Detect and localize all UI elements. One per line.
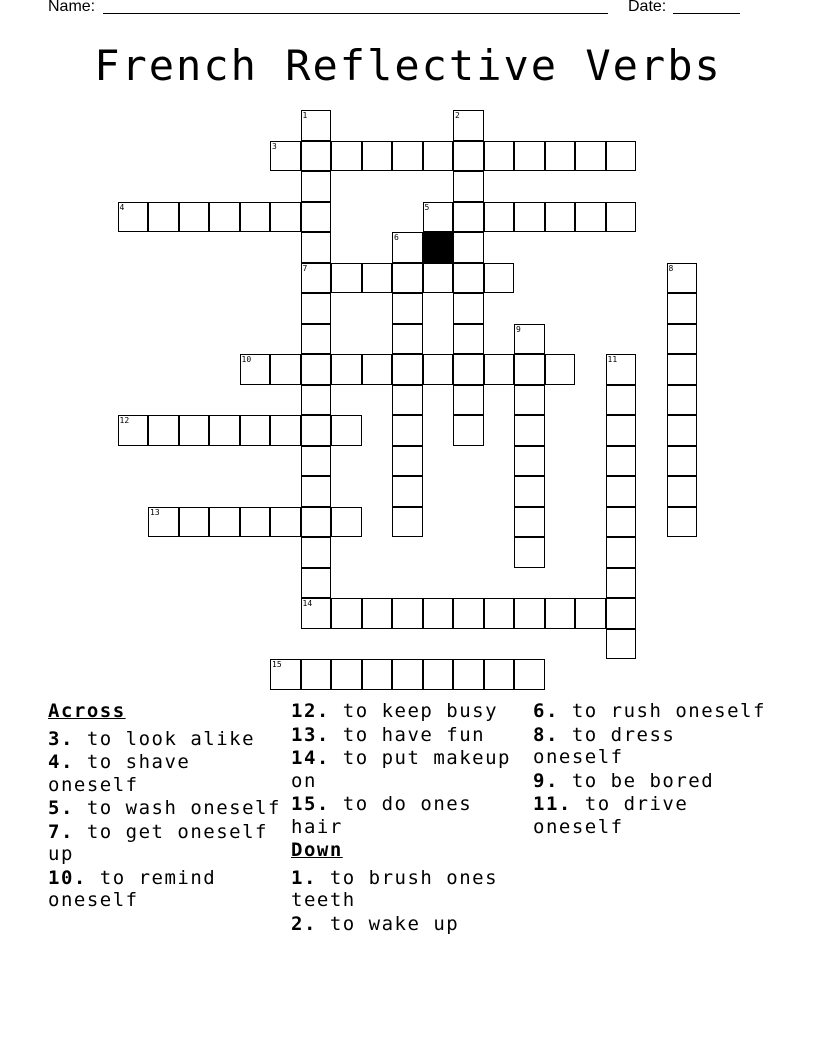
grid-cell[interactable]: [301, 354, 332, 385]
grid-cell[interactable]: [392, 293, 423, 324]
grid-cell[interactable]: [514, 598, 545, 629]
name-field[interactable]: [103, 13, 608, 14]
clue-number-label: 8: [668, 263, 674, 273]
grid-cell[interactable]: [545, 354, 576, 385]
grid-cell[interactable]: [667, 385, 698, 416]
grid-cell[interactable]: [148, 202, 179, 233]
blocked-cell: [423, 232, 454, 263]
grid-cell[interactable]: [331, 598, 362, 629]
grid-cell[interactable]: [331, 507, 362, 538]
grid-cell[interactable]: [606, 598, 637, 629]
grid-cell[interactable]: [484, 598, 515, 629]
grid-cell[interactable]: [392, 141, 423, 172]
grid-cell[interactable]: [362, 354, 393, 385]
grid-cell[interactable]: [392, 507, 423, 538]
grid-cell[interactable]: [484, 354, 515, 385]
grid-cell[interactable]: [270, 141, 301, 172]
grid-cell[interactable]: [484, 659, 515, 690]
grid-cell[interactable]: [331, 659, 362, 690]
grid-cell[interactable]: [331, 415, 362, 446]
grid-cell[interactable]: [392, 385, 423, 416]
grid-cell[interactable]: [301, 476, 332, 507]
clue-across-15: 15. to do ones hair: [291, 793, 473, 838]
grid-cell[interactable]: [301, 202, 332, 233]
clue-number-label: 6: [394, 233, 399, 242]
grid-cell[interactable]: [240, 507, 271, 538]
clues-column-3: [533, 700, 773, 839]
grid-cell[interactable]: [514, 537, 545, 568]
name-label: Name:: [48, 0, 96, 15]
clue-number-label: 1: [302, 111, 308, 120]
grid-cell[interactable]: [209, 202, 240, 233]
grid-cell[interactable]: [423, 598, 454, 629]
grid-cell[interactable]: [606, 354, 637, 385]
grid-cell[interactable]: [545, 202, 576, 233]
clue-across-10: 10. to remind oneself: [48, 866, 217, 911]
grid-cell[interactable]: [453, 293, 484, 324]
grid-cell[interactable]: [179, 507, 210, 538]
grid-cell[interactable]: [667, 354, 698, 385]
grid-cell[interactable]: [453, 659, 484, 690]
grid-cell[interactable]: [606, 476, 637, 507]
grid-cell[interactable]: [423, 141, 454, 172]
grid-cell[interactable]: [240, 415, 271, 446]
grid-cell[interactable]: [392, 659, 423, 690]
grid-cell[interactable]: [301, 568, 332, 599]
grid-cell[interactable]: [301, 385, 332, 416]
grid-cell[interactable]: [514, 354, 545, 385]
grid-cell[interactable]: [514, 415, 545, 446]
grid-cell[interactable]: [453, 415, 484, 446]
grid-cell[interactable]: [301, 415, 332, 446]
date-label: Date:: [628, 0, 667, 15]
grid-cell[interactable]: [331, 141, 362, 172]
grid-cell[interactable]: [575, 202, 606, 233]
grid-cell[interactable]: [606, 385, 637, 416]
clue-across-7: 7. to get oneself up: [48, 820, 268, 865]
grid-cell[interactable]: [514, 476, 545, 507]
grid-cell[interactable]: [301, 141, 332, 172]
clue-across-3: 3. to look alike: [48, 727, 256, 750]
grid-cell[interactable]: [453, 598, 484, 629]
grid-cell[interactable]: [453, 385, 484, 416]
grid-cell[interactable]: [514, 385, 545, 416]
clue-down-1: 1. to brush ones teeth: [291, 866, 499, 911]
grid-cell[interactable]: [606, 141, 637, 172]
grid-cell[interactable]: [392, 263, 423, 294]
grid-cell[interactable]: [606, 629, 637, 660]
grid-cell[interactable]: [240, 354, 271, 385]
grid-cell[interactable]: [667, 507, 698, 538]
grid-cell[interactable]: [301, 110, 332, 141]
clue-down-8: 8. to dress oneself: [533, 723, 676, 768]
down-heading: Down: [291, 839, 343, 861]
clue-number-label: 9: [516, 324, 521, 334]
grid-cell[interactable]: [331, 354, 362, 385]
grid-cell[interactable]: [667, 446, 698, 477]
grid-cell[interactable]: [514, 446, 545, 477]
clue-number-label: 15: [272, 660, 282, 669]
grid-cell[interactable]: [514, 659, 545, 690]
grid-cell[interactable]: [301, 171, 332, 202]
grid-cell[interactable]: [484, 141, 515, 172]
clue-number-label: 5: [424, 202, 430, 212]
clue-down-2: 2. to wake up: [291, 912, 460, 935]
page-title: French Reflective Verbs: [94, 41, 722, 90]
grid-cell[interactable]: [301, 293, 332, 324]
grid-cell[interactable]: [118, 415, 149, 446]
grid-cell[interactable]: [423, 202, 454, 233]
clue-across-12: 12. to keep busy: [291, 700, 499, 722]
grid-cell[interactable]: [118, 202, 149, 233]
grid-cell[interactable]: [240, 202, 271, 233]
clue-number-label: 10: [241, 355, 252, 364]
grid-cell[interactable]: [484, 202, 515, 233]
grid-cell[interactable]: [362, 659, 393, 690]
date-field[interactable]: [673, 13, 740, 14]
grid-cell[interactable]: [301, 232, 332, 263]
grid-cell[interactable]: [667, 476, 698, 507]
grid-cell[interactable]: [392, 232, 423, 263]
grid-cell[interactable]: [301, 324, 332, 355]
grid-cell[interactable]: [423, 263, 454, 294]
grid-cell[interactable]: [392, 324, 423, 355]
across-heading: Across: [48, 700, 126, 722]
clue-across-14: 14. to put makeup on: [291, 747, 511, 792]
clue-number-label: 11: [607, 355, 618, 364]
grid-cell[interactable]: [423, 354, 454, 385]
grid-cell[interactable]: [179, 415, 210, 446]
grid-cell[interactable]: [301, 659, 332, 690]
grid-cell[interactable]: [575, 141, 606, 172]
grid-cell[interactable]: [453, 171, 484, 202]
clue-down-9: 9. to be bored: [533, 769, 715, 792]
grid-cell[interactable]: [301, 507, 332, 538]
grid-cell[interactable]: [575, 598, 606, 629]
clue-number-label: 4: [119, 202, 125, 212]
clue-across-5: 5. to wash oneself: [48, 797, 281, 819]
grid-cell[interactable]: [331, 263, 362, 294]
name-date-header: [48, 0, 748, 20]
grid-cell[interactable]: [270, 507, 301, 538]
grid-cell[interactable]: [514, 507, 545, 538]
grid-cell[interactable]: [484, 263, 515, 294]
grid-cell[interactable]: [301, 446, 332, 477]
grid-cell[interactable]: [667, 293, 698, 324]
clue-down-11: 11. to drive oneself: [533, 793, 689, 838]
grid-cell[interactable]: [148, 415, 179, 446]
clue-number-label: 12: [119, 416, 130, 425]
grid-cell[interactable]: [606, 568, 637, 599]
grid-cell[interactable]: [392, 446, 423, 477]
grid-cell[interactable]: [453, 110, 484, 141]
grid-cell[interactable]: [301, 263, 332, 294]
grid-cell[interactable]: [606, 537, 637, 568]
grid-cell[interactable]: [362, 263, 393, 294]
grid-cell[interactable]: [209, 415, 240, 446]
grid-cell[interactable]: [453, 202, 484, 233]
grid-cell[interactable]: [392, 598, 423, 629]
grid-cell[interactable]: [453, 232, 484, 263]
grid-cell[interactable]: [667, 415, 698, 446]
grid-cell[interactable]: [606, 446, 637, 477]
grid-cell[interactable]: [514, 324, 545, 355]
grid-cell[interactable]: [453, 324, 484, 355]
clue-across-13: 13. to have fun: [291, 723, 486, 746]
grid-cell[interactable]: [270, 354, 301, 385]
clues-column-1: [48, 700, 288, 913]
grid-cell[interactable]: [514, 141, 545, 172]
grid-cell[interactable]: [545, 598, 576, 629]
clue-number-label: 13: [150, 507, 160, 517]
clue-number-label: 3: [272, 141, 277, 151]
grid-cell[interactable]: [362, 141, 393, 172]
grid-cell[interactable]: [392, 354, 423, 385]
grid-cell[interactable]: [606, 202, 637, 233]
grid-cell[interactable]: [362, 598, 393, 629]
grid-cell[interactable]: [667, 324, 698, 355]
grid-cell[interactable]: [606, 415, 637, 446]
grid-cell[interactable]: [545, 141, 576, 172]
grid-cell[interactable]: [514, 202, 545, 233]
grid-cell[interactable]: [179, 202, 210, 233]
clue-down-6: 6. to rush oneself: [533, 700, 766, 722]
grid-cell[interactable]: [453, 354, 484, 385]
grid-cell[interactable]: [392, 415, 423, 446]
grid-cell[interactable]: [270, 202, 301, 233]
grid-cell[interactable]: [423, 659, 454, 690]
clue-across-4: 4. to shave oneself: [48, 751, 191, 796]
grid-cell[interactable]: [301, 537, 332, 568]
clue-number-label: 14: [302, 599, 313, 608]
grid-cell[interactable]: [667, 263, 698, 294]
grid-cell[interactable]: [301, 598, 332, 629]
grid-cell[interactable]: [606, 507, 637, 538]
grid-cell[interactable]: [453, 141, 484, 172]
clue-number-label: 2: [455, 111, 460, 120]
grid-cell[interactable]: [148, 507, 179, 538]
grid-cell[interactable]: [209, 507, 240, 538]
grid-cell[interactable]: [270, 659, 301, 690]
grid-cell[interactable]: [453, 263, 484, 294]
grid-cell[interactable]: [270, 415, 301, 446]
grid-cell[interactable]: [392, 476, 423, 507]
clues-column-2: [291, 700, 531, 936]
clue-number-label: 7: [302, 263, 308, 273]
